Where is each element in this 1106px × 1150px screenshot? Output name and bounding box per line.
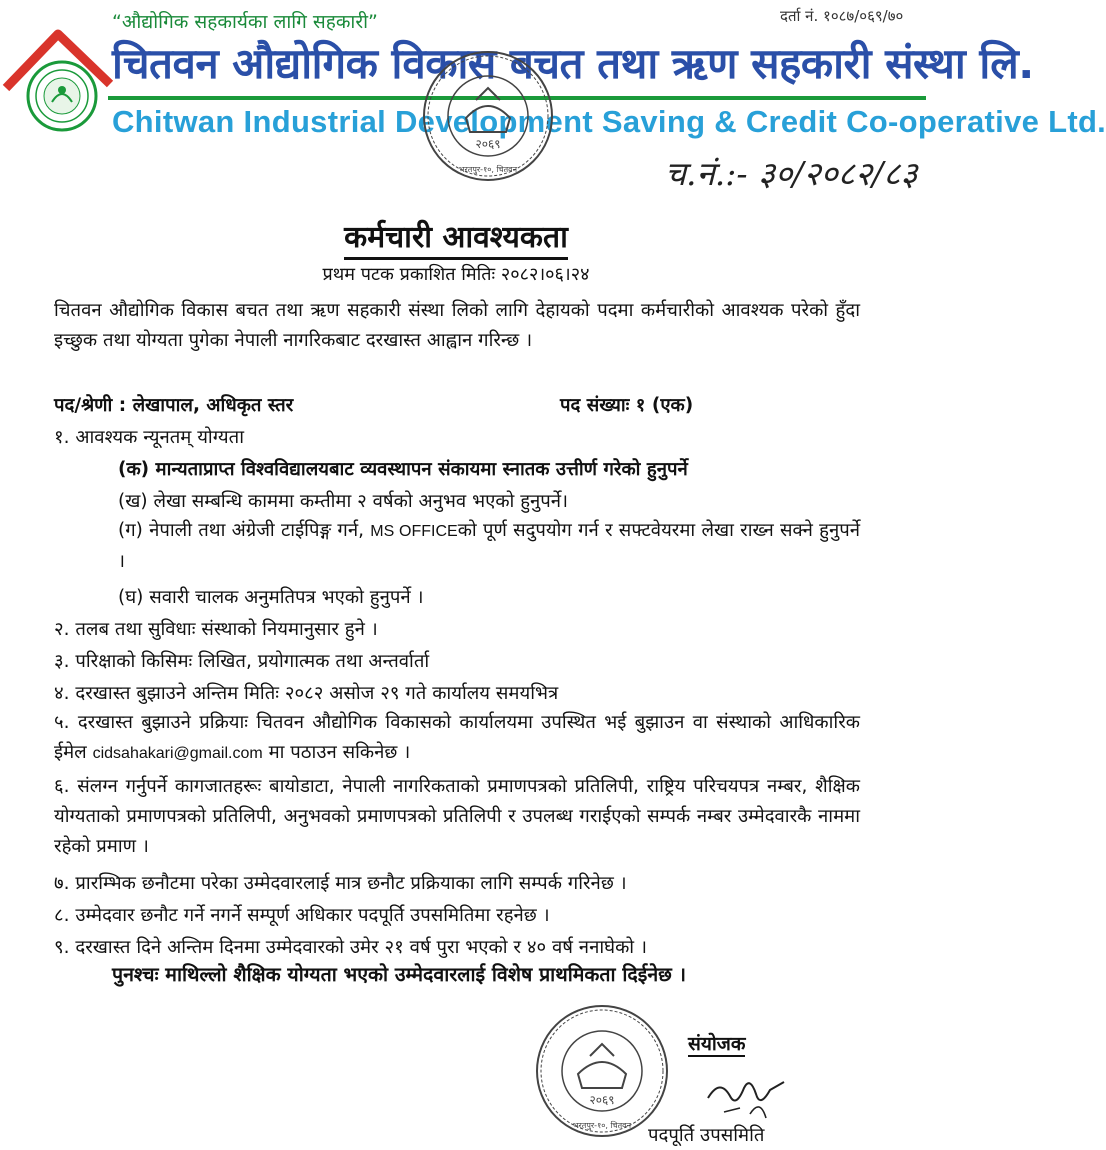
notice-title [0,215,912,256]
item-9: ९. दरखास्त दिने अन्तिम दिनमा उम्मेदवारको उमेर २१ वर्ष पुरा भएको र ४० वर्ष ननाघेको । [54,937,647,958]
seal-bottom-place: भरतपुर-१०, चितवन [572,1121,632,1130]
item-2: २. तलब तथा सुविधाः संस्थाको नियमानुसार हुने । [54,619,378,640]
seal-year: २०६९ [475,137,501,151]
item-6: ६. संलग्न गर्नुपर्ने कागजातहरूः बायोडाटा, नेपाली नागरिकताको प्रमाणपत्रको प्रतिलिपी, राष्ट्रिय परिचयपत्र नम्बर, शैक्षिक योग्यताको प्रमाणपत्रको प्रतिलिपी, अनुभवको प्रमाणपत्रको प्रतिलिपी र उपलब्ध गराईएको सम्पर्क नम्बर उम्मेदवारकै नाममा रहेको प्रमाण । [54,776,860,857]
seal-place: भरतपुर-१०, चितवन [458,165,518,174]
handwritten-reference-number: च.नं.:- ३०/२०८२/८३ [665,154,918,193]
closing-note: पुनश्चः माथिल्लो शैक्षिक योग्यता भएको उम्मेदवारलाई विशेष प्राथमिकता दिईनेछ । [112,963,686,986]
item-4: ४. दरखास्त बुझाउने अन्तिम मितिः २०८२ असोज २९ गते कार्यालय समयभित्र [54,683,559,704]
item-5-email[interactable]: cidsahakari@gmail.com [92,745,263,762]
item-1-ga-ms-office: MS OFFICE [370,523,458,540]
coordinator-text: संयोजक [688,1033,746,1055]
item-1-heading: १. आवश्यक न्यूनतम् योग्यता [54,427,244,448]
official-seal-bottom-icon [532,1002,672,1140]
tagline: “औद्योगिक सहकार्यका लागि सहकारी” [112,11,378,33]
organization-name-nepali: चितवन औद्योगिक विकास बचत तथा ऋण सहकारी संस्था लि. [112,39,1034,88]
item-7: ७. प्रारम्भिक छनौटमा परेका उम्मेदवारलाई मात्र छनौट प्रक्रियाका लागि सम्पर्क गरिनेछ । [54,873,627,894]
published-date: प्रथम पटक प्रकाशित मितिः २०८२।०६।२४ [322,264,590,285]
item-5-pre: ५. दरखास्त बुझाउने प्रक्रियाः चितवन औद्योगिक विकासको कार्यालयमा उपस्थित भई बुझाउन वा संस्थाको आधिकारिक ईमेल [54,712,860,763]
item-1-ga-pre: (ग) नेपाली तथा अंग्रेजी टाईपिङ्ग गर्न, [118,520,364,541]
organization-name-english: Chitwan Industrial Development Saving & Credit Co-operative Ltd. [112,104,1106,139]
official-seal-icon [418,48,558,184]
committee-label: पदपूर्ति उपसमिति [648,1125,765,1146]
item-1-ga-post: को पूर्ण सदुपयोग गर्न र सफ्टवेयरमा लेखा राख्न सक्ने हुनुपर्ने । [118,520,860,572]
notice-title-text: कर्मचारी आवश्यकता [344,220,568,260]
seal-bottom-year: २०६९ [589,1093,615,1107]
intro-paragraph: चितवन औद्योगिक विकास बचत तथा ऋण सहकारी संस्था लिको लागि देहायको पदमा कर्मचारीको आवश्यक परेको हुँदा इच्छुक तथा योग्यता पुगेका नेपाली नागरिकबाट दरखास्त आह्वान गरिन्छ । [54,300,860,351]
item-8: ८. उम्मेदवार छनौट गर्ने नगर्ने सम्पूर्ण अधिकार पदपूर्ति उपसमितिमा रहनेछ । [54,905,550,926]
item-5 [54,708,860,769]
item-5-post: मा पठाउन सकिनेछ । [268,742,411,763]
item-1-gha: (घ) सवारी चालक अनुमतिपत्र भएको हुनुपर्ने । [118,587,424,608]
coordinator-label [688,1030,745,1056]
handwritten-signature-icon [700,1068,790,1128]
post-title: पद/श्रेणी : लेखापाल, अधिकृत स्तर [54,395,294,416]
item-1-ka: (क) मान्यताप्राप्त विश्वविद्यालयबाट व्यवस्थापन संकायमा स्नातक उत्तीर्ण गरेको हुनुपर्ने [118,459,688,480]
organization-logo-icon [2,26,114,136]
post-count: पद संख्याः १ (एक) [560,395,694,416]
item-1-kha: (ख) लेखा सम्बन्धि काममा कम्तीमा २ वर्षको अनुभव भएको हुनुपर्ने। [118,491,569,512]
item-3: ३. परिक्षाको किसिमः लिखित, प्रयोगात्मक तथा अन्तर्वार्ता [54,651,430,672]
item-1-ga [118,516,860,577]
registration-number: दर्ता नं. १०८७/०६९/७० [780,7,904,25]
